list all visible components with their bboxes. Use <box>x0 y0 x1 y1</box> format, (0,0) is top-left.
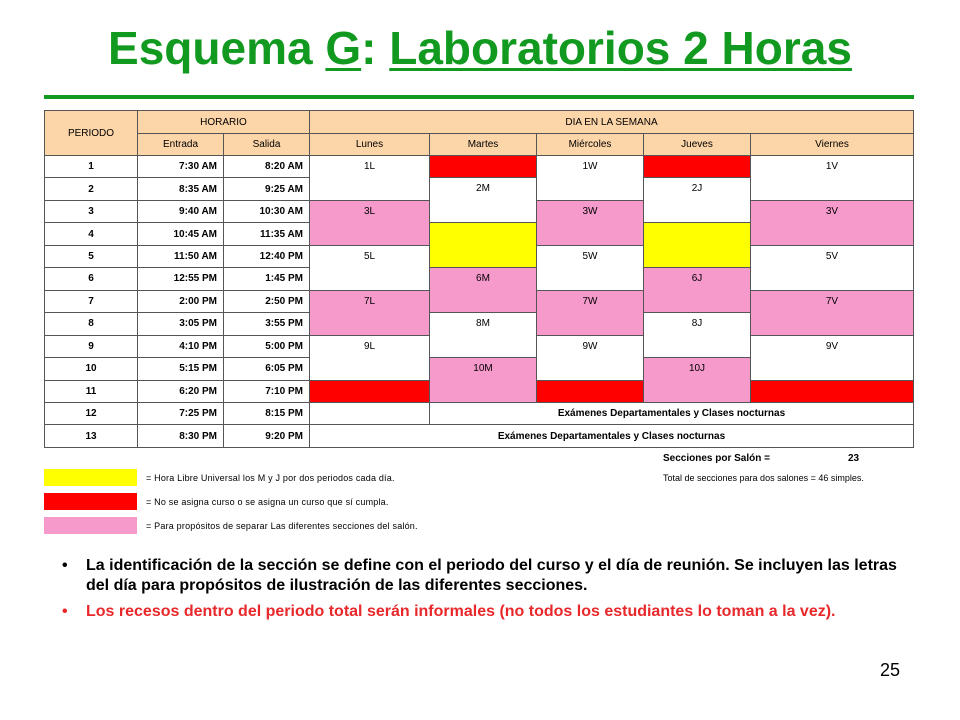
salida-cell: 8:20 AM <box>224 156 310 178</box>
section-5L: 5L <box>310 246 430 291</box>
salida-cell: 7:10 PM <box>224 381 310 403</box>
header-lunes: Lunes <box>310 134 430 156</box>
exam-row-13: Exámenes Departamentales y Clases nocturnas <box>310 425 914 447</box>
periodo-cell: 10 <box>44 358 138 380</box>
bullet-item: • Los recesos dentro del periodo total serán informales (no todos los estudiantes lo toman a la vez). <box>62 602 912 622</box>
entrada-cell: 4:10 PM <box>138 336 224 358</box>
periodo-cell: 7 <box>44 291 138 313</box>
legend-swatch-red <box>44 493 137 510</box>
header-entrada: Entrada <box>138 134 224 156</box>
section-1V: 1V <box>751 156 914 201</box>
free-hour-cell <box>430 223 537 268</box>
section-7L: 7L <box>310 291 430 336</box>
unassigned-cell <box>430 156 537 178</box>
section-9W: 9W <box>537 336 644 381</box>
section-8M: 8M <box>430 313 537 358</box>
periodo-cell: 13 <box>44 425 138 447</box>
section-6M: 6M <box>430 268 537 313</box>
title-rest: Laboratorios 2 Horas <box>389 22 852 74</box>
entrada-cell: 9:40 AM <box>138 201 224 223</box>
section-7W: 7W <box>537 291 644 336</box>
legend-swatch-pink <box>44 517 137 534</box>
section-10M: 10M <box>430 358 537 403</box>
header-horario: HORARIO <box>138 110 310 134</box>
salida-cell: 10:30 AM <box>224 201 310 223</box>
salida-cell: 12:40 PM <box>224 246 310 268</box>
secciones-por-salon-value: 23 <box>848 453 860 464</box>
entrada-cell: 10:45 AM <box>138 223 224 245</box>
salida-cell: 9:20 PM <box>224 425 310 447</box>
legend-text-pink: = Para propósitos de separar Las diferentes secciones del salón. <box>146 521 418 531</box>
slide-title: Esquema G: Laboratorios 2 Horas <box>108 22 852 74</box>
header-martes: Martes <box>430 134 537 156</box>
salida-cell: 11:35 AM <box>224 223 310 245</box>
unassigned-cell <box>644 156 751 178</box>
salida-cell: 3:55 PM <box>224 313 310 335</box>
exam-row-12: Exámenes Departamentales y Clases nocturnas <box>430 403 914 425</box>
section-9V: 9V <box>751 336 914 381</box>
section-5V: 5V <box>751 246 914 291</box>
periodo-cell: 8 <box>44 313 138 335</box>
legend-text-red: = No se asigna curso o se asigna un curso que sí cumpla. <box>146 497 389 507</box>
salida-cell: 5:00 PM <box>224 336 310 358</box>
section-6J: 6J <box>644 268 751 313</box>
legend-text-yellow: = Hora Libre Universal los M y J por dos periodos cada día. <box>146 473 395 483</box>
bullet-item: • La identificación de la sección se define con el periodo del curso y el día de reunión. Se incluyen las letras del día para propósitos de ilustración de las diferentes secciones. <box>62 556 912 596</box>
unassigned-cell <box>751 381 914 403</box>
header-miercoles: Miércoles <box>537 134 644 156</box>
total-dos-salones: Total de secciones para dos salones = 46 simples. <box>663 473 864 483</box>
unassigned-cell <box>537 381 644 403</box>
periodo-cell: 9 <box>44 336 138 358</box>
periodo-cell: 1 <box>44 156 138 178</box>
title-rule <box>44 95 914 99</box>
periodo-cell: 2 <box>44 178 138 200</box>
periodo-cell: 3 <box>44 201 138 223</box>
schedule-table <box>44 110 914 448</box>
header-salida: Salida <box>224 134 310 156</box>
section-10J: 10J <box>644 358 751 403</box>
entrada-cell: 5:15 PM <box>138 358 224 380</box>
section-3W: 3W <box>537 201 644 246</box>
secciones-por-salon-label: Secciones por Salón = <box>663 453 770 464</box>
entrada-cell: 12:55 PM <box>138 268 224 290</box>
entrada-cell: 8:30 PM <box>138 425 224 447</box>
section-9L: 9L <box>310 336 430 381</box>
periodo-cell: 11 <box>44 381 138 403</box>
section-5W: 5W <box>537 246 644 291</box>
section-1W: 1W <box>537 156 644 201</box>
entrada-cell: 7:30 AM <box>138 156 224 178</box>
section-8J: 8J <box>644 313 751 358</box>
salida-cell: 6:05 PM <box>224 358 310 380</box>
section-1L: 1L <box>310 156 430 201</box>
page-number: 25 <box>880 660 901 680</box>
section-3L: 3L <box>310 201 430 246</box>
salida-cell: 2:50 PM <box>224 291 310 313</box>
entrada-cell: 3:05 PM <box>138 313 224 335</box>
header-jueves: Jueves <box>644 134 751 156</box>
section-3V: 3V <box>751 201 914 246</box>
bullet-list <box>62 556 912 628</box>
entrada-cell: 11:50 AM <box>138 246 224 268</box>
entrada-cell: 8:35 AM <box>138 178 224 200</box>
periodo-cell: 4 <box>44 223 138 245</box>
free-hour-cell <box>644 223 751 268</box>
entrada-cell: 6:20 PM <box>138 381 224 403</box>
empty-cell <box>310 403 430 425</box>
section-2M: 2M <box>430 178 537 223</box>
entrada-cell: 2:00 PM <box>138 291 224 313</box>
header-dia-semana: DIA EN LA SEMANA <box>310 110 914 134</box>
header-periodo: PERIODO <box>44 110 138 156</box>
periodo-cell: 5 <box>44 246 138 268</box>
salida-cell: 9:25 AM <box>224 178 310 200</box>
entrada-cell: 7:25 PM <box>138 403 224 425</box>
header-viernes: Viernes <box>751 134 914 156</box>
salida-cell: 8:15 PM <box>224 403 310 425</box>
section-7V: 7V <box>751 291 914 336</box>
periodo-cell: 12 <box>44 403 138 425</box>
legend-swatch-yellow <box>44 469 137 486</box>
salida-cell: 1:45 PM <box>224 268 310 290</box>
periodo-cell: 6 <box>44 268 138 290</box>
title-letter: G <box>325 22 362 74</box>
unassigned-cell <box>310 381 430 403</box>
section-2J: 2J <box>644 178 751 223</box>
